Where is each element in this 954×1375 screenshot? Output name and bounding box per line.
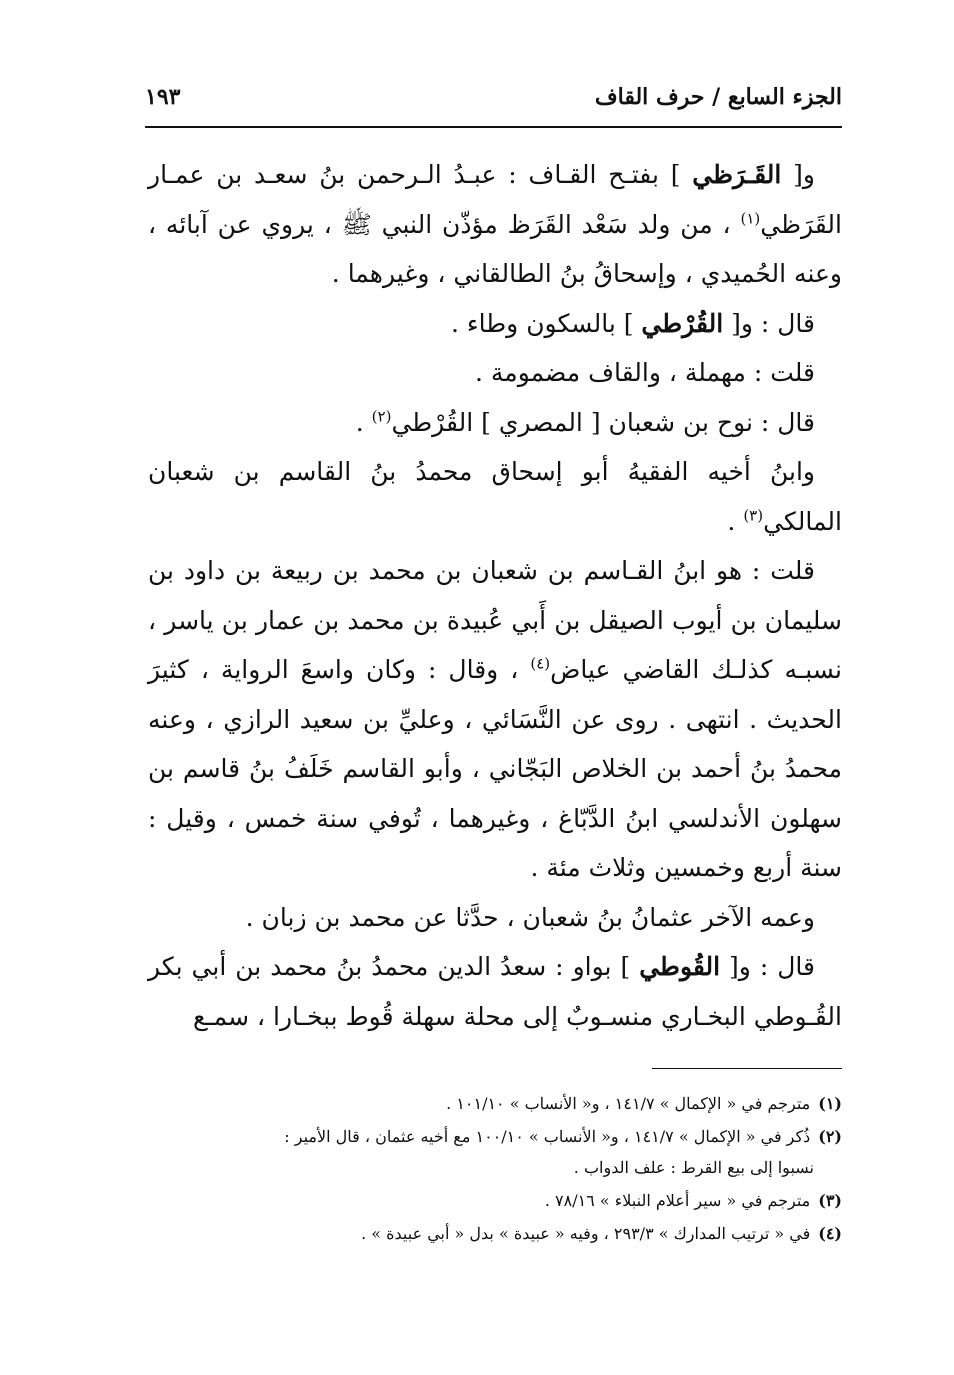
footnotes bbox=[148, 1088, 842, 1251]
footnote-2 bbox=[148, 1121, 842, 1183]
footnote-text: مترجم في « الإكمال » ١٤١/٧ ، و« الأنساب » ١٠١/١٠ . bbox=[446, 1094, 811, 1113]
text-span: ] بالسكون وطاء . bbox=[451, 308, 642, 338]
footnote-4 bbox=[148, 1218, 842, 1249]
paragraph-qult-2 bbox=[148, 546, 842, 893]
paragraph-quti bbox=[148, 942, 842, 1041]
footnote-text: مترجم في « سير أعلام النبلاء » ٧٨/١٦ . bbox=[544, 1191, 811, 1210]
footnote-text: ذُكر في « الإكمال » ١٤١/٧ ، و« الأنساب » ١٠٠/١٠ مع أخيه عثمان ، قال الأمير : bbox=[284, 1127, 811, 1146]
footnote-ref-1[interactable]: (١) bbox=[740, 209, 761, 228]
running-head bbox=[145, 80, 842, 120]
footnote-text-continued: نسبوا إلى بيع القرط : علف الدواب . bbox=[573, 1158, 814, 1177]
paragraph-qurti bbox=[148, 299, 842, 349]
running-head-title: الجزء السابع / حرف القاف bbox=[594, 84, 842, 110]
text-span: ، من ولد سَعْد القَرَظ مؤذّن النبي ﷺ ، يروي عن آبائه ، وعنه الحُميدي ، وإسحاقُ بنُ الطالقاني ، وغيرهما . bbox=[148, 209, 842, 288]
text-span: قلت : هو ابنُ القـاسم بن شعبان بن محمد بن ربيعة بن داود بن سليمان بن أيوب الصيقل بن أَبي عُبيدة بن محمد بن عمار بن ياسر ، نسبـه كذلـك القاضي عياض bbox=[148, 556, 842, 684]
footnote-number: (٤) bbox=[818, 1224, 842, 1243]
text-span: قال : نوح بن شعبان [ المصري ] القُرْطي bbox=[391, 407, 815, 437]
text-span: وابنُ أخيه الفقيهُ أبو إسحاق محمدُ بنُ القاسم بن شعبان المالكي bbox=[148, 457, 842, 536]
footnote-ref-2[interactable]: (٢) bbox=[371, 407, 392, 426]
page-number: ١٩٣ bbox=[145, 84, 181, 110]
footnote-number: (٣) bbox=[818, 1191, 842, 1210]
header-rule bbox=[145, 126, 842, 128]
main-text bbox=[148, 150, 842, 1041]
paragraph-qult-1: قلت : مهملة ، والقاف مضمومة . bbox=[475, 358, 815, 387]
text-span: قال : و[ bbox=[723, 308, 815, 338]
entry-heading-qarazi: القَـرَظي bbox=[692, 160, 782, 189]
paragraph-nuh bbox=[148, 398, 842, 448]
entry-heading-quti: القُوطي bbox=[639, 952, 721, 981]
text-span: قال : و[ bbox=[720, 952, 815, 981]
footnote-ref-3[interactable]: (٣) bbox=[743, 506, 764, 525]
paragraph-qarazi bbox=[148, 150, 842, 299]
footnote-rule bbox=[652, 1068, 842, 1069]
paragraph-ibn-akhih bbox=[148, 447, 842, 546]
footnote-number: (١) bbox=[818, 1094, 842, 1113]
entry-heading-qurti: القُرْطي bbox=[641, 308, 724, 338]
footnote-3 bbox=[148, 1185, 842, 1216]
footnote-ref-4[interactable]: (٤) bbox=[530, 654, 551, 673]
text-span: ] بفتـح القـاف : عبـدُ الـرحمن بنُ سعـد بن عمـار القَرَظي bbox=[148, 160, 842, 239]
footnote-number: (٢) bbox=[818, 1127, 842, 1146]
text-span: . bbox=[355, 407, 372, 437]
text-span: . bbox=[727, 506, 744, 536]
text-span: و[ bbox=[781, 160, 815, 189]
text-span: ] بواو : سعدُ الدين محمدُ بنُ محمد بن أبي بكر القُـوطي البخـاري منسـوبٌ إلى محلة سهلة قُوط ببخـارا ، سمـع bbox=[148, 952, 842, 1031]
paragraph-uthman: وعمه الآخر عثمانُ بنُ شعبان ، حدَّثا عن محمد بن زبان . bbox=[245, 902, 815, 932]
text-span: ، وقال : وكان واسعَ الرواية ، كثيرَ الحديث . انتهى . روى عن النَّسَائي ، وعليِّ بن سعيد الرازي ، وعنه محمدُ بنُ أحمد بن الخلاص البَجّاني ، وأبو القاسم خَلَفُ بنُ قاسم بن سهلون الأندلسي ابنُ الدَّبّاغ ، وغيرهما ، تُوفي سنة خمس ، وقيل : سنة أربع وخمسين وثلاث مئة . bbox=[148, 655, 842, 882]
footnote-1 bbox=[148, 1088, 842, 1119]
footnote-text: في « ترتيب المدارك » ٢٩٣/٣ ، وفيه « عبيدة » بدل « أبي عبيدة » . bbox=[361, 1224, 811, 1243]
